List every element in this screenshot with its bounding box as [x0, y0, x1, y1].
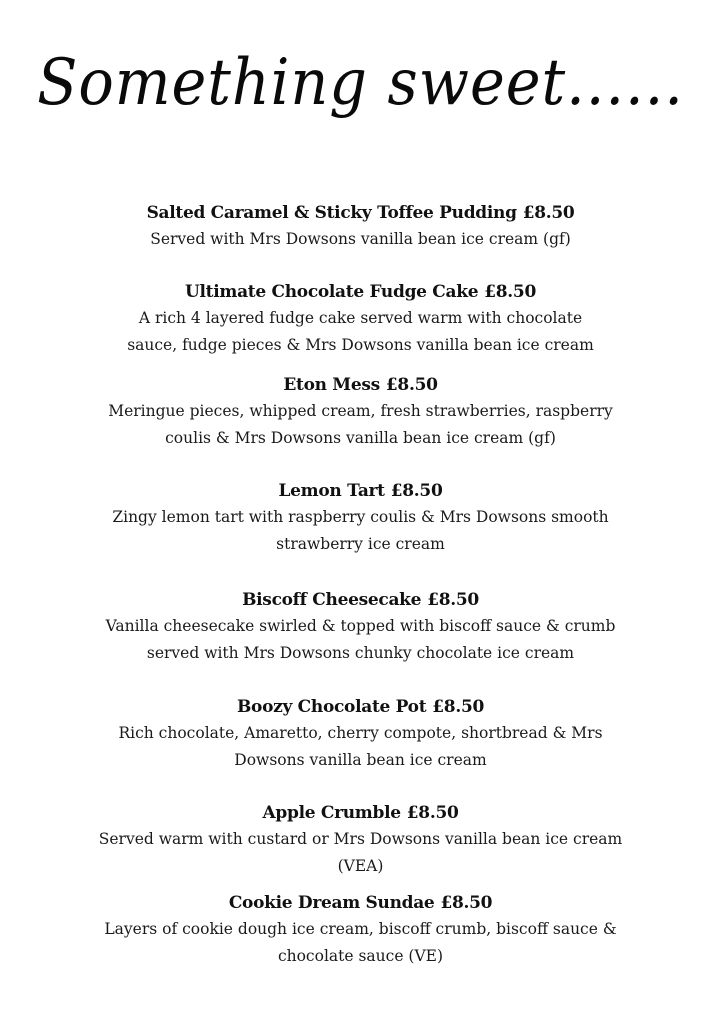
item-description: Served with Mrs Dowsons vanilla bean ice cream (gf) [150, 230, 571, 248]
item-description: A rich 4 layered fudge cake served warm with chocolate [138, 309, 583, 327]
item-description: coulis & Mrs Dowsons vanilla bean ice cream (gf) [165, 429, 556, 447]
item-name-line [0, 478, 721, 504]
menu-item [0, 587, 721, 667]
item-name: Lemon Tart [278, 481, 385, 501]
item-name: Ultimate Chocolate Fudge Cake [185, 282, 479, 302]
item-description: chocolate sauce (VE) [277, 947, 444, 965]
menu-item [0, 890, 721, 970]
menu-title: Something sweet...... [37, 46, 684, 120]
item-description: (VEA) [337, 857, 384, 875]
item-name-line [0, 200, 721, 226]
item-price: £8.50 [406, 803, 459, 823]
item-name: Boozy Chocolate Pot [236, 697, 427, 717]
item-name-line [0, 694, 721, 720]
item-description: Rich chocolate, Amaretto, cherry compote, shortbread & Mrs [118, 724, 603, 742]
item-name: Cookie Dream Sundae [228, 893, 435, 913]
item-description: Served warm with custard or Mrs Dowsons vanilla bean ice cream [98, 830, 623, 848]
item-price: £8.50 [440, 893, 493, 913]
item-description: served with Mrs Dowsons chunky chocolate ice cream [146, 644, 575, 662]
item-name-line [0, 587, 721, 613]
item-price: £8.50 [484, 282, 536, 302]
menu-item [0, 279, 721, 359]
item-description: Meringue pieces, whipped cream, fresh strawberries, raspberry [108, 402, 613, 420]
item-description: Zingy lemon tart with raspberry coulis & Mrs Dowsons smooth [112, 508, 609, 526]
item-description: Layers of cookie dough ice cream, biscoff crumb, biscoff sauce & [104, 920, 617, 938]
item-price: £8.50 [390, 481, 443, 501]
item-price: £8.50 [385, 375, 438, 395]
item-price: £8.50 [427, 590, 479, 610]
menu-item [0, 478, 721, 558]
menu-item [0, 694, 721, 774]
item-name: Salted Caramel & Sticky Toffee Pudding [146, 203, 517, 223]
item-name: Biscoff Cheesecake [242, 590, 422, 610]
item-name: Apple Crumble [262, 803, 401, 823]
item-price: £8.50 [522, 203, 575, 223]
item-name: Eton Mess [283, 375, 380, 395]
item-description: Vanilla cheesecake swirled & topped with biscoff sauce & crumb [105, 617, 616, 635]
menu-item [0, 800, 721, 880]
item-description: Dowsons vanilla bean ice cream [234, 751, 487, 769]
item-name-line [0, 800, 721, 826]
menu-item [0, 372, 721, 452]
item-description: sauce, fudge pieces & Mrs Dowsons vanilla bean ice cream [127, 336, 594, 354]
item-name-line [0, 279, 721, 305]
item-price: £8.50 [432, 697, 485, 717]
item-description: strawberry ice cream [276, 535, 445, 553]
menu-item [0, 200, 721, 253]
item-name-line [0, 372, 721, 398]
item-name-line [0, 890, 721, 916]
